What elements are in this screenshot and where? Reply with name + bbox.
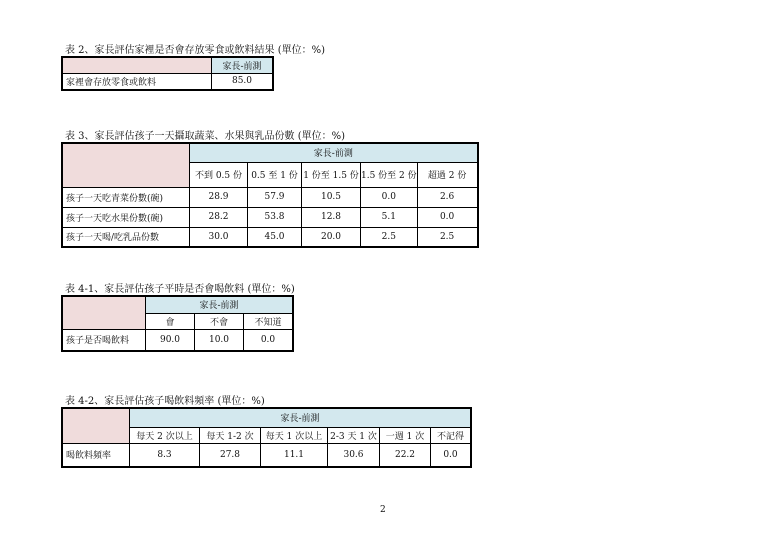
table3-cell: 10.5 (302, 187, 361, 207)
table2-caption: 表 2、家長評估家裡是否會存放零食或飲料結果 (單位：%) (65, 45, 326, 56)
table3-cell: 45.0 (248, 227, 302, 247)
table4-1-caption: 表 4-1、家長評估孩子平時是否會喝飲料 (單位：%) (65, 284, 295, 295)
table4-1-row-label: 孩子是否喝飲料 (62, 329, 146, 351)
table3-blank-header (62, 143, 190, 187)
table2 (61, 56, 274, 91)
table4-2-group-header: 家長-前測 (130, 408, 472, 427)
table4-2-blank-header (62, 408, 130, 443)
table3-column-header: 0.5 至 1 份 (248, 162, 302, 187)
table4-2-column-header: 每天 1 次以上 (261, 427, 328, 443)
table3-cell: 20.0 (302, 227, 361, 247)
table-row (62, 329, 293, 351)
table4-2-column-header: 不記得 (431, 427, 472, 443)
table4-1 (61, 295, 294, 352)
table3-cell: 2.6 (417, 187, 478, 207)
table3-column-header: 1.5 份至 2 份 (361, 162, 418, 187)
table3-row-label: 孩子一天喝/吃乳品份數 (62, 227, 190, 247)
table3-cell: 57.9 (248, 187, 302, 207)
table3 (61, 142, 479, 248)
table4-2-column-header: 每天 2 次以上 (130, 427, 200, 443)
table-row (62, 207, 478, 227)
table2-column-header: 家長-前測 (212, 57, 274, 73)
table4-1-group-header: 家長-前測 (146, 296, 294, 313)
table3-cell: 2.5 (361, 227, 418, 247)
table4-2-column-header: 每天 1-2 次 (200, 427, 261, 443)
table4-1-cell: 0.0 (244, 329, 294, 351)
table4-2-row-label: 喝飲料頻率 (62, 443, 130, 467)
table3-group-header: 家長-前測 (190, 143, 478, 162)
table3-cell: 28.9 (190, 187, 248, 207)
table4-2-cell: 27.8 (200, 443, 261, 467)
table-row (62, 443, 471, 467)
table4-2-caption: 表 4-2、家長評估孩子喝飲料頻率 (單位：%) (65, 396, 265, 407)
table3-cell: 12.8 (302, 207, 361, 227)
table2-row-label: 家裡會存放零食或飲料 (62, 73, 212, 90)
table3-row-label: 孩子一天吃青菜份數(碗) (62, 187, 190, 207)
table3-cell: 0.0 (361, 187, 418, 207)
table4-1-column-header: 會 (146, 313, 195, 329)
table3-cell: 28.2 (190, 207, 248, 227)
table4-2-cell: 11.1 (261, 443, 328, 467)
table4-1-column-header: 不會 (195, 313, 244, 329)
table4-2 (61, 407, 472, 468)
table2-value: 85.0 (212, 73, 274, 90)
table3-cell: 53.8 (248, 207, 302, 227)
table4-1-column-header: 不知道 (244, 313, 294, 329)
table4-1-blank-header (62, 296, 146, 329)
table3-cell: 0.0 (417, 207, 478, 227)
table4-1-cell: 90.0 (146, 329, 195, 351)
table4-2-cell: 22.2 (380, 443, 431, 467)
table3-caption: 表 3、家長評估孩子一天攝取蔬菜、水果與乳品份數 (單位：%) (65, 131, 346, 142)
table4-2-column-header: 一週 1 次 (380, 427, 431, 443)
table3-cell: 30.0 (190, 227, 248, 247)
table3-cell: 5.1 (361, 207, 418, 227)
page-number: 2 (380, 505, 386, 515)
table4-1-cell: 10.0 (195, 329, 244, 351)
table3-row-label: 孩子一天吃水果份數(碗) (62, 207, 190, 227)
table4-2-column-header: 2-3 天 1 次 (328, 427, 380, 443)
table4-2-cell: 8.3 (130, 443, 200, 467)
table-row (62, 227, 478, 247)
table2-blank-header (62, 57, 212, 73)
table3-column-header: 不到 0.5 份 (190, 162, 248, 187)
table4-2-cell: 30.6 (328, 443, 380, 467)
table3-column-header: 超過 2 份 (417, 162, 478, 187)
table3-cell: 2.5 (417, 227, 478, 247)
table3-column-header: 1 份至 1.5 份 (302, 162, 361, 187)
table-row (62, 187, 478, 207)
table4-2-cell: 0.0 (431, 443, 472, 467)
